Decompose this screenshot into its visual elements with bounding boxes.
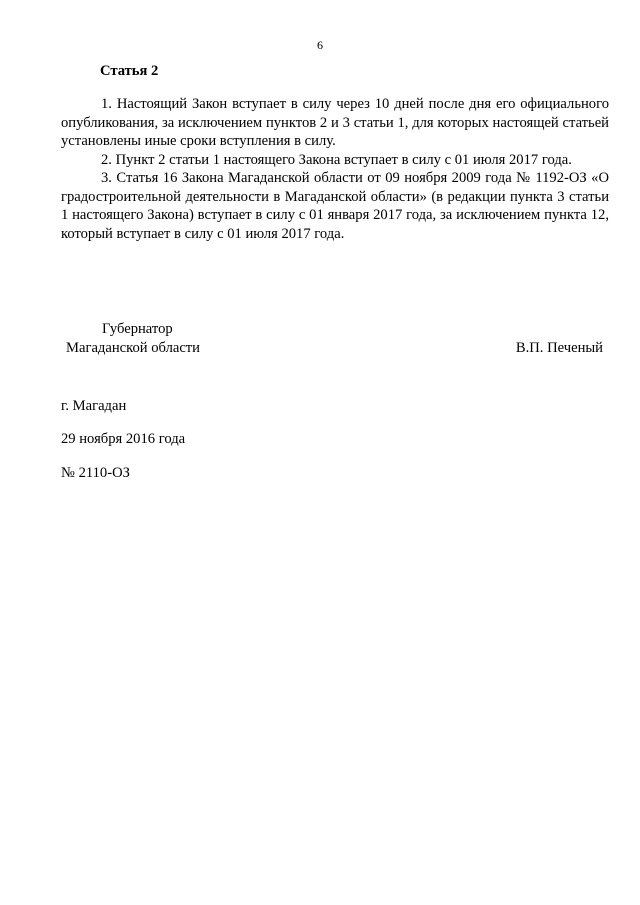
signature-title: Губернатор: [102, 321, 173, 337]
signature-region: Магаданской области: [66, 340, 200, 356]
paragraph-1: 1. Настоящий Закон вступает в силу через 10 дней после дня его официального опубликования, за исключением пунктов 2 и 3 статьи 1, для которых настоящей статьей установлены иные сроки вступления в силу.: [61, 96, 609, 149]
date: 29 ноября 2016 года: [61, 431, 186, 447]
signature-name: В.П. Печеный: [515, 340, 603, 356]
paragraph-3: 3. Статья 16 Закона Магаданской области от 09 ноября 2009 года № 1192-ОЗ «О градостроительной деятельности в Магаданской области» (в редакции пункта 3 статьи 1 настоящего Закона) вступает в силу с 01 января 2017 года, за исключением пункта 12, который вступает в силу с 01 июля 2017 года.: [61, 170, 609, 242]
article-title: Статья 2: [100, 63, 159, 79]
page-number: 6: [317, 38, 323, 52]
paragraph-2: 2. Пункт 2 статьи 1 настоящего Закона вступает в силу с 01 июля 2017 года.: [101, 151, 572, 168]
law-number: № 2110-ОЗ: [61, 465, 130, 481]
city: г. Магадан: [61, 398, 127, 414]
article-body: [61, 95, 609, 243]
